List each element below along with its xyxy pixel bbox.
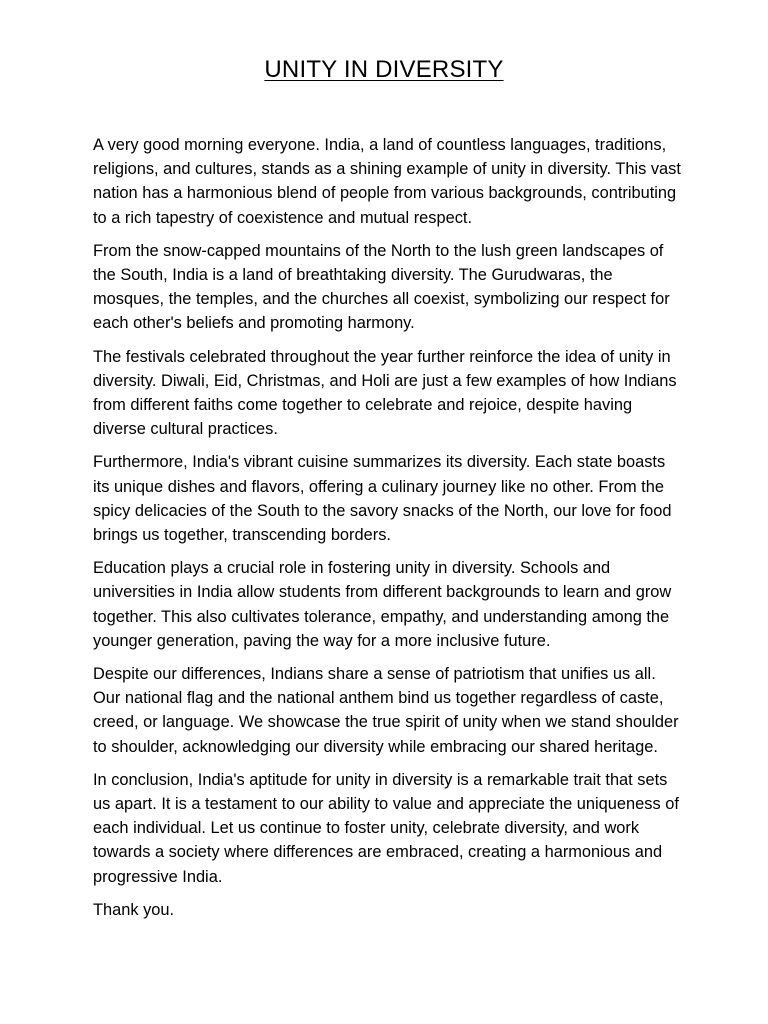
document-title: UNITY IN DIVERSITY bbox=[264, 56, 504, 83]
paragraph-cuisine: Furthermore, India's vibrant cuisine summarizes its diversity. Each state boasts its unique dishes and flavors, offering a culinary journey like no other. From the spicy delicacies of the South to the savory snacks of the North, our love for food brings us together, transcending borders. bbox=[93, 453, 672, 545]
paragraph-patriotism: Despite our differences, Indians share a sense of patriotism that unifies us all. Our national flag and the national anthem bind us together regardless of caste, creed, or language. We showcase the true spirit of unity when we stand shoulder to shoulder, acknowledging our diversity while embracing our shared heritage. bbox=[93, 665, 679, 756]
paragraph-education: Education plays a crucial role in fostering unity in diversity. Schools and universities in India allow students from different backgrounds to learn and grow together. This also cultivates tolerance, empathy, and understanding among the younger generation, paving the way for a more inclusive future. bbox=[93, 559, 672, 650]
document-body bbox=[93, 133, 685, 931]
paragraph-festivals: The festivals celebrated throughout the year further reinforce the idea of unity in diversity. Diwali, Eid, Christmas, and Holi are just a few examples of how Indians from different faiths come together to celebrate and rejoice, despite having diverse cultural practices. bbox=[93, 347, 677, 439]
paragraph-introduction: A very good morning everyone. India, a land of countless languages, traditions, religions, and cultures, stands as a shining example of unity in diversity. This vast nation has a harmonious blend of people from various backgrounds, contributing to a rich tapestry of coexistence and mutual respect. bbox=[93, 136, 681, 227]
paragraph-closing: Thank you. bbox=[93, 900, 175, 919]
paragraph-geography: From the snow-capped mountains of the North to the lush green landscapes of the South, India is a land of breathtaking diversity. The Gurudwaras, the mosques, the temples, and the churches all coexist, symbolizing our respect for each other's beliefs and promoting harmony. bbox=[93, 241, 670, 333]
paragraph-conclusion: In conclusion, India's aptitude for unity in diversity is a remarkable trait that sets us apart. It is a testament to our ability to value and appreciate the uniqueness of each individual. Let us continue to foster unity, celebrate diversity, and work towards a society where differences are embraced, creating a harmonious and progressive India. bbox=[93, 770, 679, 886]
